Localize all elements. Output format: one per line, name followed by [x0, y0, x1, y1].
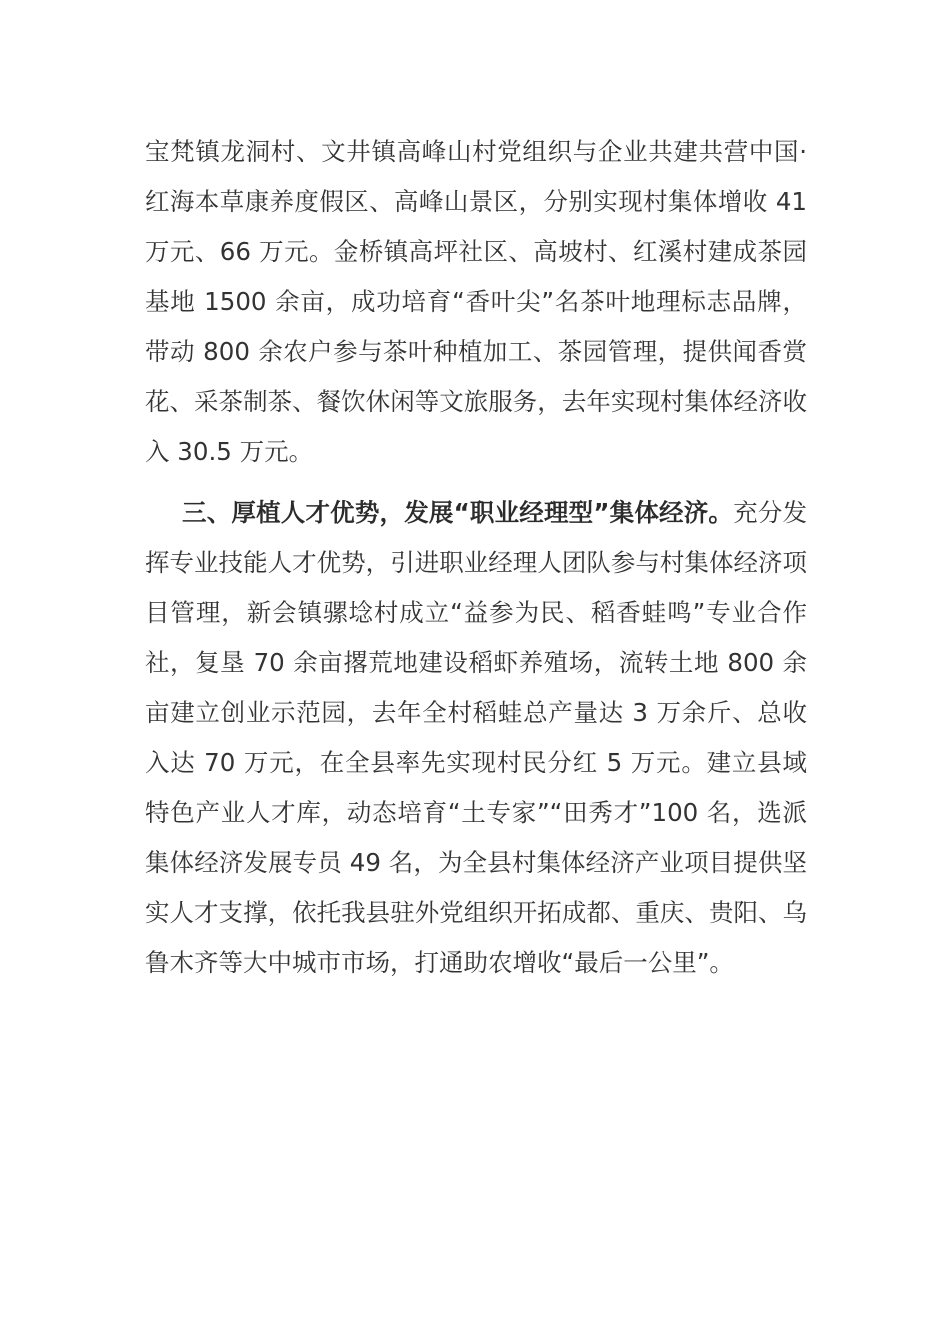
document-body [145, 127, 807, 988]
paragraph-talent-body: 充分发挥专业技能人才优势，引进职业经理人团队参与村集体经济项目管理，新会镇骡埝村成立“益参为民、稻香蛙鸣”专业合作社，复垦 70 余亩撂荒地建设稻虾养殖场，流转土地 800 余亩建立创业示范园，去年全村稻蛙总产量达 3 万余斤、总收入达 70 万元，在全县率先实现村民分红 5 万元。建立县域特色产业人才库，动态培育“土专家”“田秀才”100 名，选派集体经济发展专员 49 名，为全县村集体经济产业项目提供坚实人才支撑，依托我县驻外党组织开拓成都、重庆、贵阳、乌鲁木齐等大中城市市场，打通助农增收“最后一公里”。 [145, 498, 808, 977]
section-heading-three: 三、厚植人才优势，发展“职业经理型”集体经济。 [182, 498, 734, 527]
paragraph-talent-advantage [145, 488, 807, 988]
paragraph-village-enterprise-cooperation: 宝梵镇龙洞村、文井镇高峰山村党组织与企业共建共营中国·红海本草康养度假区、高峰山景区，分别实现村集体增收 41 万元、66 万元。金桥镇高坪社区、高坡村、红溪村建成茶园基地 1500 余亩，成功培育“香叶尖”名茶叶地理标志品牌，带动 800 余农户参与茶叶种植加工、茶园管理，提供闻香赏花、采茶制茶、餐饮休闲等文旅服务，去年实现村集体经济收入 30.5 万元。 [145, 137, 807, 466]
